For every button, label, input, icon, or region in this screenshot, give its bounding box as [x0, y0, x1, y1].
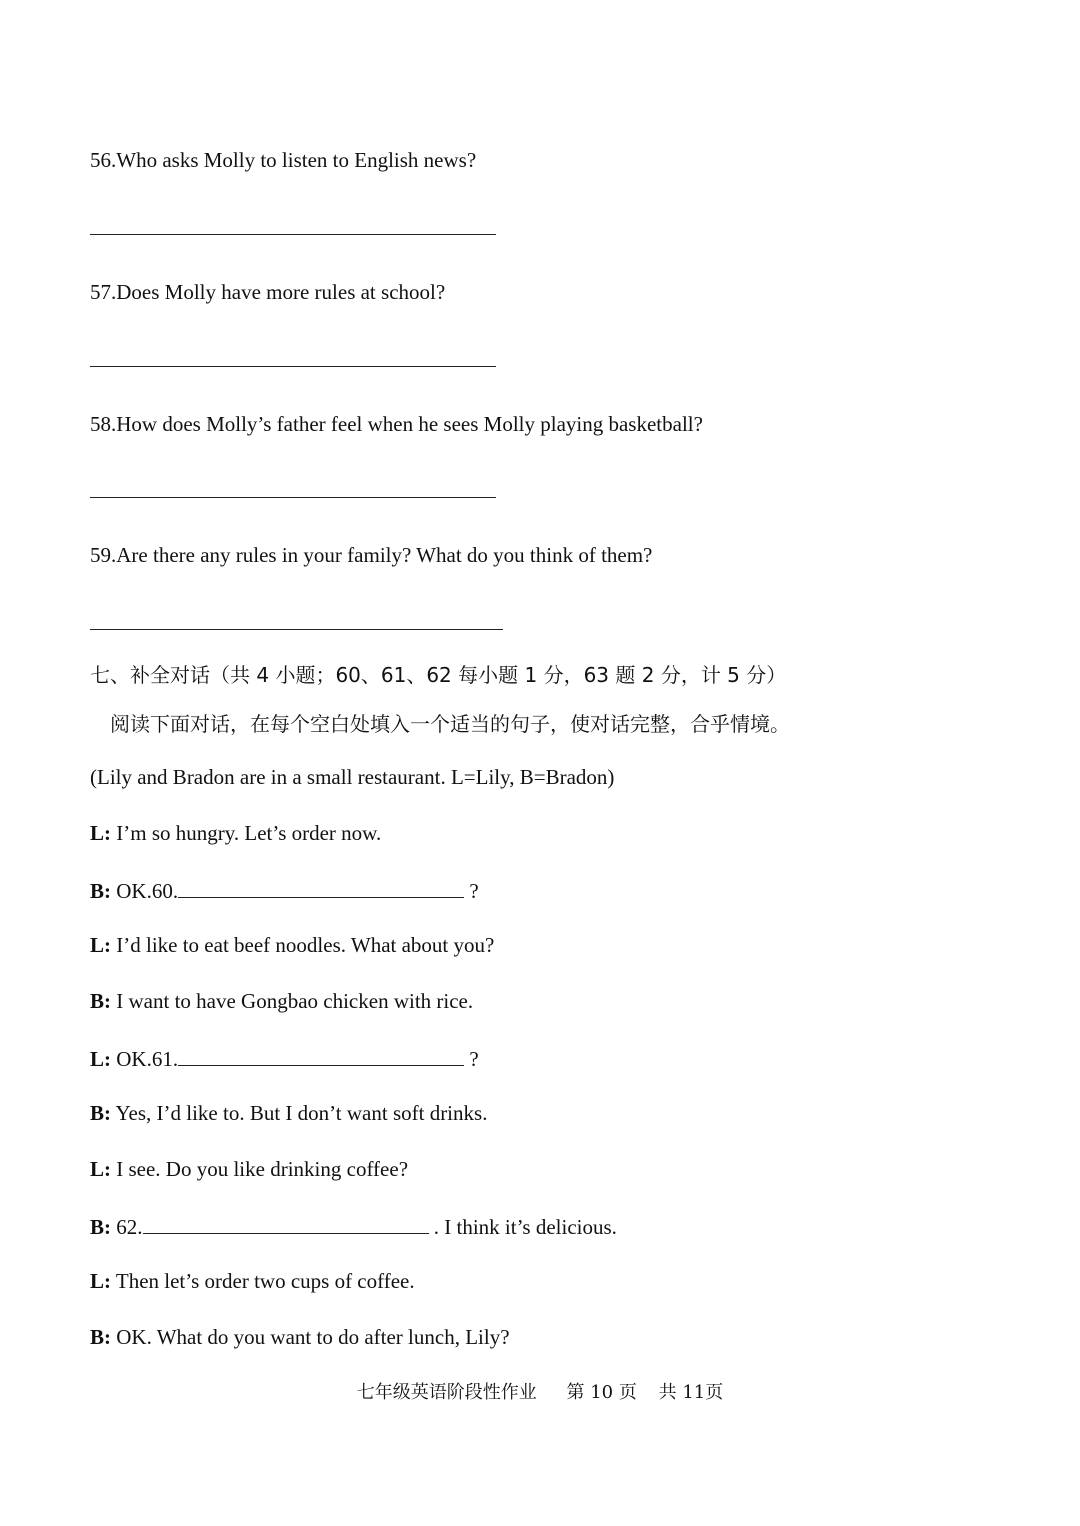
dialogue-line [90, 1101, 487, 1125]
answer-line-59[interactable] [90, 629, 503, 630]
blank-62[interactable] [143, 1213, 429, 1234]
dialogue-line [90, 1325, 510, 1349]
footer-total-pages: 共 11页 [658, 1382, 724, 1403]
answer-line-57[interactable] [90, 366, 496, 367]
question-56: 56.Who asks Molly to listen to English news? [90, 148, 477, 172]
speaker-label: L: [90, 821, 111, 845]
dialogue-line [90, 1269, 415, 1293]
dialogue-context: (Lily and Bradon are in a small restaurant. L=Lily, B=Bradon) [90, 765, 615, 789]
footer-title: 七年级英语阶段性作业 [356, 1382, 537, 1403]
answer-line-58[interactable] [90, 497, 496, 498]
speaker-label: B: [90, 1101, 111, 1125]
speaker-label: L: [90, 1157, 111, 1181]
speaker-label: B: [90, 989, 111, 1013]
dialogue-text: 62. [111, 1215, 143, 1239]
speaker-label: L: [90, 933, 111, 957]
footer-page-number: 第 10 页 [566, 1382, 637, 1403]
dialogue-text: OK.61. [111, 1047, 179, 1071]
section-instruction: 阅读下面对话，在每个空白处填入一个适当的句子，使对话完整，合乎情境。 [110, 712, 790, 736]
question-58: 58.How does Molly’s father feel when he sees Molly playing basketball? [90, 412, 703, 436]
dialogue-text: . I think it’s delicious. [428, 1215, 617, 1239]
answer-line-56[interactable] [90, 234, 496, 235]
dialogue-text: I want to have Gongbao chicken with rice. [111, 989, 474, 1013]
question-57: 57.Does Molly have more rules at school? [90, 280, 446, 304]
dialogue-text: OK. What do you want to do after lunch, Lily? [111, 1325, 510, 1349]
section-heading: 七、补全对话（共 4 小题；60、61、62 每小题 1 分，63 题 2 分，计 5 分） [90, 663, 787, 687]
dialogue-line [90, 933, 494, 957]
dialogue-line [90, 877, 479, 903]
dialogue-text: I see. Do you like drinking coffee? [111, 1157, 409, 1181]
blank-61[interactable] [178, 1045, 464, 1066]
speaker-label: L: [90, 1047, 111, 1071]
dialogue-line [90, 1045, 479, 1071]
dialogue-text: ? [464, 879, 479, 903]
speaker-label: B: [90, 879, 111, 903]
dialogue-text: ? [464, 1047, 479, 1071]
speaker-label: B: [90, 1215, 111, 1239]
dialogue-text: I’m so hungry. Let’s order now. [111, 821, 382, 845]
speaker-label: L: [90, 1269, 111, 1293]
dialogue-line [90, 989, 473, 1013]
page-footer [0, 1378, 1080, 1404]
blank-60[interactable] [178, 877, 464, 898]
dialogue-text: I’d like to eat beef noodles. What about you? [111, 933, 495, 957]
dialogue-line [90, 821, 381, 845]
question-59: 59.Are there any rules in your family? What do you think of them? [90, 543, 653, 567]
dialogue-line [90, 1213, 617, 1239]
dialogue-text: Then let’s order two cups of coffee. [111, 1269, 415, 1293]
dialogue-text: OK.60. [111, 879, 179, 903]
dialogue-line [90, 1157, 408, 1181]
dialogue-text: Yes, I’d like to. But I don’t want soft drinks. [111, 1101, 488, 1125]
speaker-label: B: [90, 1325, 111, 1349]
